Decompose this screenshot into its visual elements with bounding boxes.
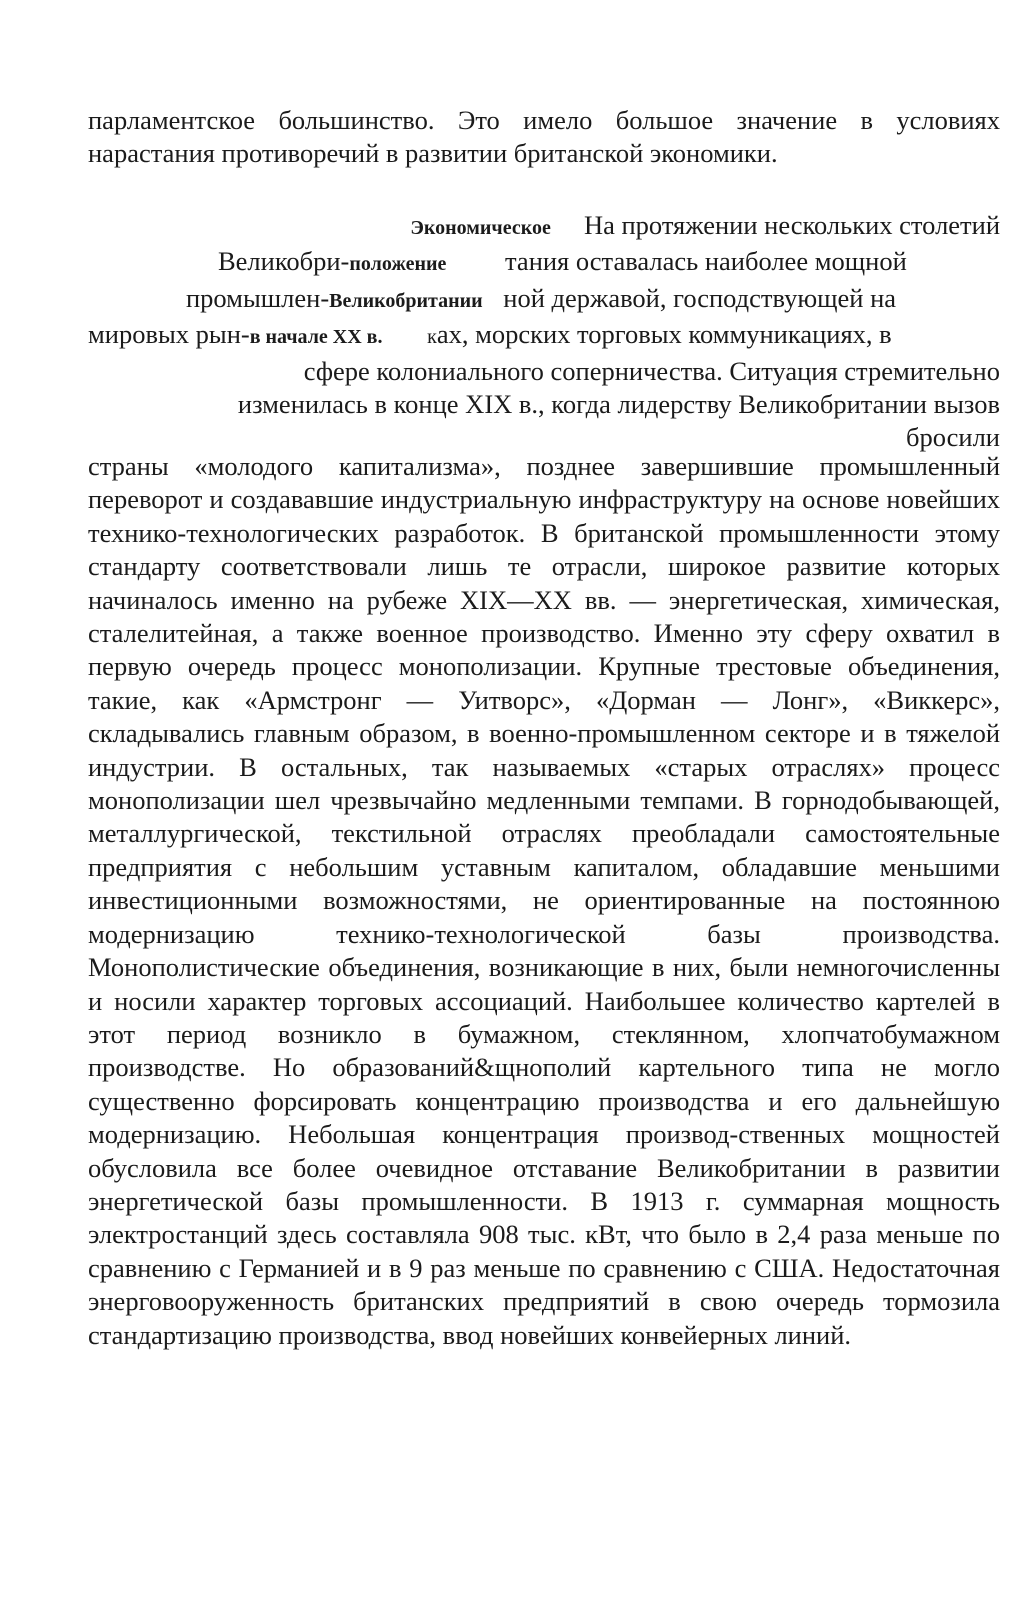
section-text-line-6: изменилась в конце XIX в., когда лидерству Великобритании вызов: [237, 389, 1000, 420]
body-paragraph: страны «молодого капитализма», позднее завершившие промышленный переворот и создававшие индустриальную инфраструктуру на основе новейших технико-технологических разработок. В британской промышленности этому стандарту соответствовали лишь те отрасли, широкое развитие которых начиналось именно на рубеже XIX—XX вв. — энергетическая, химическая, сталелитейная, а также военное производство. Именно эту сферу охватил в первую очередь процесс монополизации. Крупные трестовые объединения, такие, как «Армстронг — Уитворс», «Дорман — Лонг», «Виккерс», складывались главным образом, в военно-промышленном секторе и в тяжелой индустрии. В остальных, так называемых «старых отраслях» процесс монополизации шел чрезвычайно медленными темпами. В горнодобывающей, металлургической, текстильной отраслях преобладали самостоятельные предприятия с небольшим уставным капиталом, обладавшие меньшими инвестиционными возможностями, не ориентированные на постоянною модернизацию технико-технологической базы производства. Монополистические объединения, возникающие в них, были немногочисленны и носили характер торговых ассоциаций. Наибольшее количество картелей в этот период возникло в бумажном, стеклянном, хлопчатобумажном производстве. Но образований&щнополий картельного типа не могло существенно форсировать концентрацию производства и его дальнейшую модернизацию. Небольшая концентрация производ-ственных мощностей обусловила все более очевидное отставание Великобритании в развитии энергетической базы промышленности. В 1913 г. суммарная мощность электростанций здесь составляла 908 тыс. кВт, что было в 2,4 раза меньше по сравнению с Германией и в 9 раз меньше по сравнению с США. Недостаточная энерговооруженность британских предприятий в свою очередь тормозила стандартизацию производства, ввод новейших конвейерных линий.: [88, 451, 1000, 1350]
section-text-line-5: сфере колониального соперничества. Ситуация стремительно: [303, 355, 1000, 386]
section-text-line-1: На протяжении нескольких столетий: [583, 210, 1000, 240]
section-text-line-7: бросили: [906, 422, 1000, 453]
section-text-line-4b: ах, морских торговых коммуникациях, в: [436, 319, 892, 350]
section-text-line-4k: к: [427, 326, 437, 349]
margin-heading-line-3: Великобритании: [329, 289, 483, 312]
margin-heading-line-1: Экономическое: [410, 217, 551, 239]
lead-paragraph: парламентское большинство. Это имело большое значение в условиях нарастания противоречий в развитии британской экономики.: [88, 105, 1000, 169]
section-line-1: [88, 209, 1000, 245]
section-line-6: [88, 388, 1000, 421]
section-line-5: [88, 355, 1000, 388]
section-line-2: [88, 245, 1000, 281]
section-text-line-3b: ной державой, господствующей на: [503, 282, 897, 313]
section-text-line-2b: тания оставалась наиболее мощной: [505, 246, 907, 277]
margin-heading-line-2: положение: [349, 253, 447, 276]
section-text-line-3a: промышлен-: [186, 282, 330, 313]
section-line-3: [88, 282, 1000, 318]
margin-heading-line-4: в начале XX в.: [249, 326, 383, 349]
section-with-margin-heading: [88, 209, 1000, 455]
section-line-4: [88, 318, 1000, 354]
section-text-line-2a: Великобри-: [218, 246, 350, 277]
section-text-line-4a: мировых рын-: [88, 319, 250, 350]
